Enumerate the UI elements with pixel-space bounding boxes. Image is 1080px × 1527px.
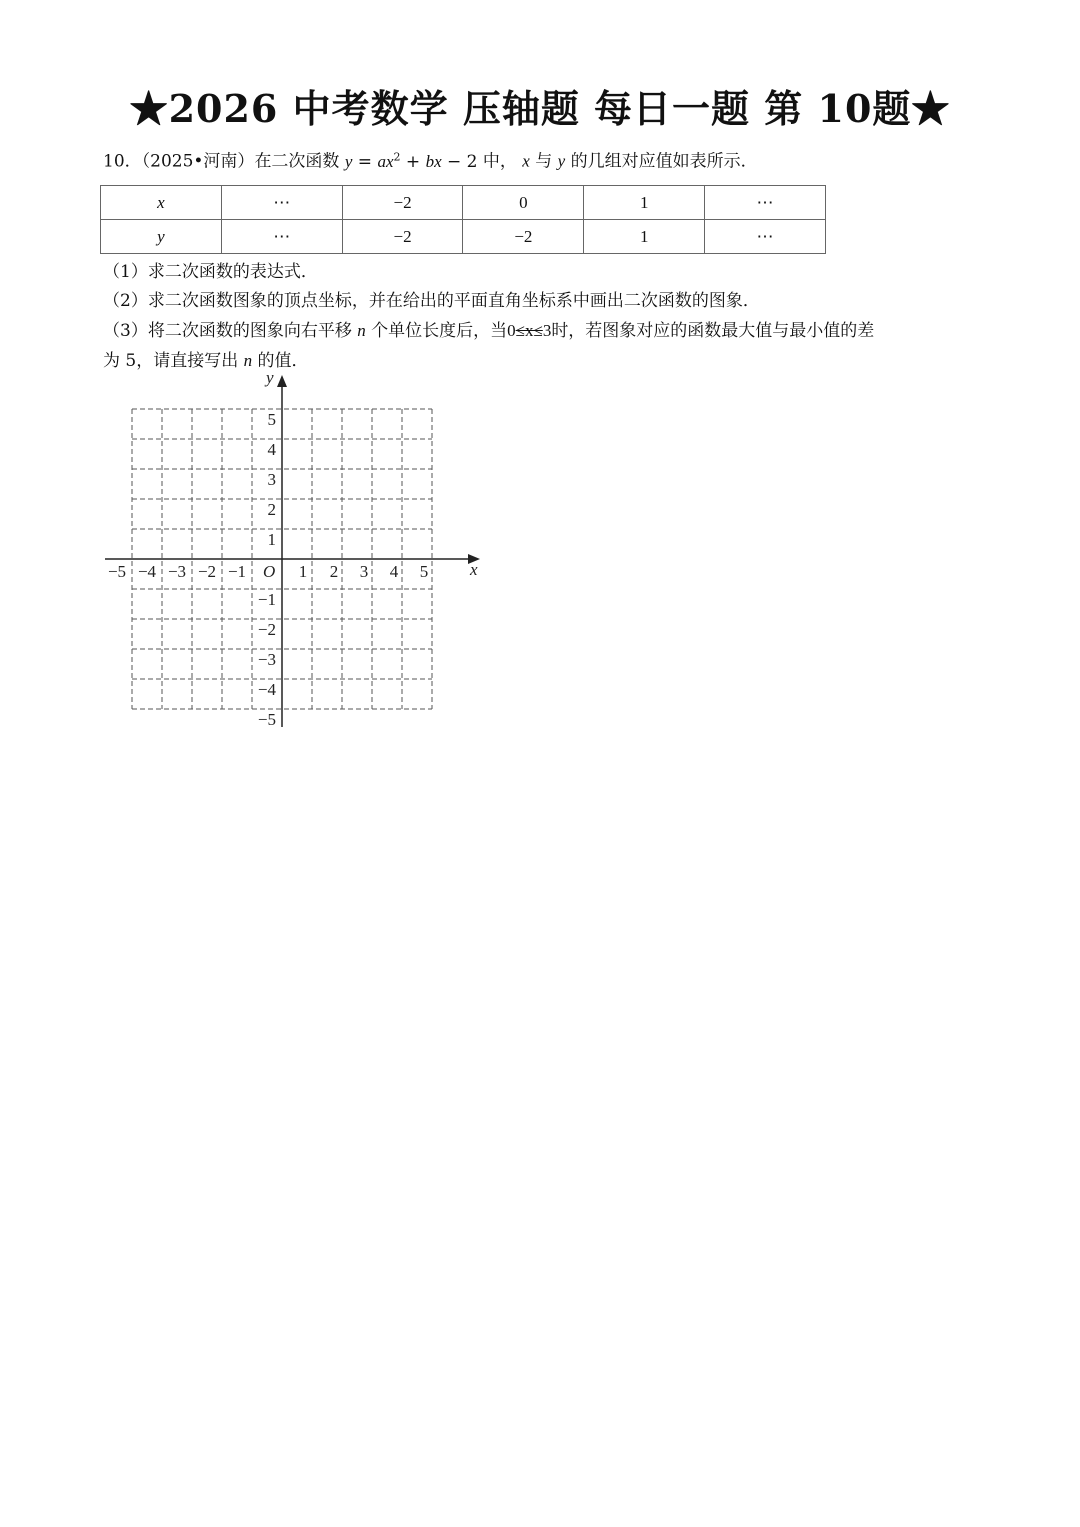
y-tick-label: 5 — [267, 410, 276, 429]
question-text-after: 的几组对应值如表所示． — [565, 151, 758, 172]
y-tick-label: 3 — [267, 470, 276, 489]
x-tick-label: −4 — [137, 562, 157, 581]
question-number: 10． — [103, 151, 142, 172]
table-row-x — [101, 186, 826, 220]
x-tick-label: −5 — [107, 562, 127, 581]
x-tick-label: 1 — [298, 562, 308, 581]
table-cell: 1 — [584, 186, 705, 220]
origin-label: O — [263, 562, 276, 581]
range-condition: 0≤x≤3 — [507, 321, 552, 340]
part-3: （3）将二次函数的图象向右平移 n 个单位长度后，当0≤x≤3时，若图象对应的函数最大值与最小值的差 — [103, 321, 875, 341]
table-cell: −2 — [463, 220, 584, 254]
function-expression: $y = ax^2$ + bx − 2 — [344, 150, 478, 172]
y-tick-label: 2 — [267, 500, 276, 519]
part-1: （1）求二次函数的表达式． — [103, 262, 318, 282]
y-tick-label: −1 — [257, 590, 276, 609]
y-tick-label: −5 — [257, 710, 276, 729]
table-cell: 0 — [463, 186, 584, 220]
table-cell: 1 — [584, 220, 705, 254]
part-2: （2）求二次函数图象的顶点坐标，并在给出的平面直角坐标系中画出二次函数的图象． — [103, 291, 760, 311]
y-tick-label: −3 — [257, 650, 276, 669]
x-axis-label: x — [470, 560, 478, 579]
var-y: y — [557, 151, 566, 171]
coordinate-grid — [100, 365, 490, 735]
y-axis-arrow-icon — [277, 375, 287, 387]
table-cell: y — [101, 220, 222, 254]
y-tick-label: 1 — [267, 530, 276, 549]
x-tick-label: −1 — [227, 562, 247, 581]
table-cell: ⋯ — [221, 220, 342, 254]
question-parts — [103, 258, 983, 376]
y-axis-label: y — [266, 368, 274, 387]
table-row-y — [101, 220, 826, 254]
x-tick-label: 3 — [359, 562, 369, 581]
x-tick-label: −3 — [167, 562, 187, 581]
question-source: （2025•河南） — [141, 151, 255, 172]
value-table — [100, 185, 826, 254]
x-tick-label: 4 — [389, 562, 399, 581]
question-statement: 10．（2025•河南）在二次函数 $y = ax^2$ + bx − 2 中， x 与 y 的几组对应值如表所示． — [103, 150, 758, 172]
x-tick-label: −2 — [197, 562, 217, 581]
page-title: ★2026 中考数学 压轴题 每日一题 第 10题★ — [129, 86, 951, 131]
x-tick-label: 2 — [329, 562, 339, 581]
var-x: x — [522, 151, 530, 171]
table-cell: ⋯ — [221, 186, 342, 220]
table-cell: ⋯ — [705, 220, 826, 254]
table-cell: x — [101, 186, 222, 220]
y-tick-label: 4 — [267, 440, 276, 459]
question-text-before: 在二次函数 — [254, 151, 340, 172]
question-text-mid: 中， — [477, 151, 517, 172]
y-tick-label: −4 — [257, 680, 276, 699]
part-3-continued: 为 5，请直接写出 n 的值． — [103, 351, 309, 371]
y-tick-label: −2 — [257, 620, 276, 639]
table-cell: −2 — [342, 220, 463, 254]
table-cell: ⋯ — [705, 186, 826, 220]
x-tick-label: 5 — [419, 562, 429, 581]
table-cell: −2 — [342, 186, 463, 220]
